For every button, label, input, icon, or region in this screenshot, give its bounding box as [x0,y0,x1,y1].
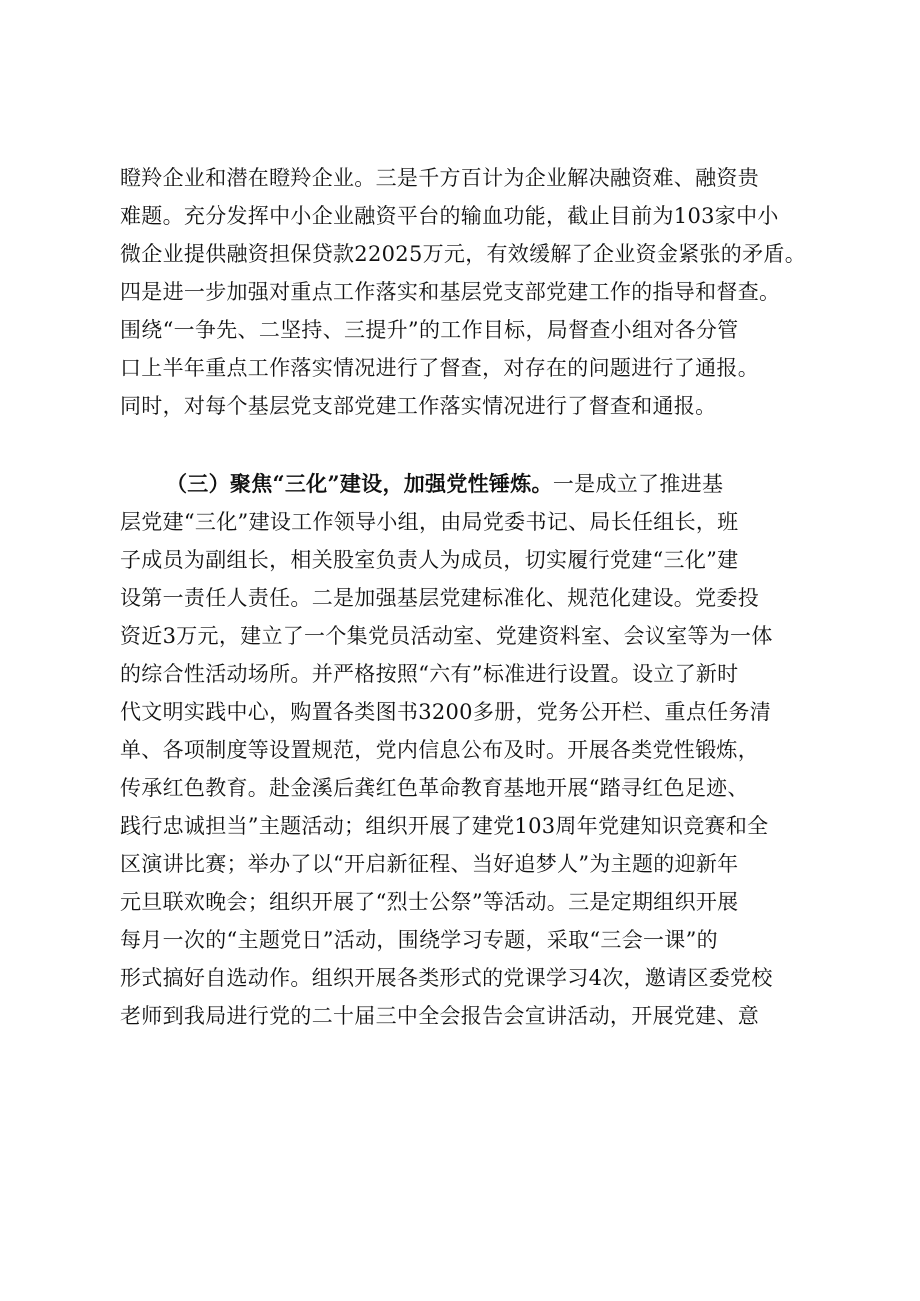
text-line: 难题。充分发挥中小企业融资平台的输血功能，截止目前为103家中小 [120,204,779,228]
paragraph-three-modernization-construction [120,465,810,1035]
text-line: 代文明实践中心，购置各类图书3200多册，党务公开栏、重点任务清 [120,700,772,724]
text-line: 践行忠诚担当”主题活动；组织开展了建党103周年党建知识竞赛和全 [120,814,769,838]
text-line: 资近3万元，建立了一个集党员活动室、党建资料室、会议室等为一体 [120,624,773,648]
text-line: 口上半年重点工作落实情况进行了督查，对存在的问题进行了通报。 [120,356,759,380]
paragraph-financing-and-supervision [120,159,810,425]
text-line: 元旦联欢晚会；组织开展了“烈士公祭”等活动。三是定期组织开展 [120,890,739,914]
text-line: 单、各项制度等设置规范，党内信息公布及时。开展各类党性锻炼， [120,738,759,762]
text-line: 老师到我局进行党的二十届三中全会报告会宣讲活动，开展党建、意 [120,1004,759,1028]
text-line: 区演讲比赛；举办了以“开启新征程、当好追梦人”为主题的迎新年 [120,852,739,876]
text-line: 四是进一步加强对重点工作落实和基层党支部党建工作的指导和督查。 [120,280,781,304]
text-line: 围绕“一争先、二坚持、三提升”的工作目标，局督查小组对各分管 [120,318,739,342]
text-line: 的综合性活动场所。并严格按照“六有”标准进行设置。设立了新时 [120,662,739,686]
section-heading-line [120,465,810,503]
section-heading: （三）聚焦“三化”建设，加强党性锤炼。 [166,471,553,496]
text-line: 子成员为副组长，相关股室负责人为成员，切实履行党建“三化”建 [120,548,739,572]
text-line: 传承红色教育。赴金溪后龚红色革命教育基地开展“踏寻红色足迹、 [120,776,749,800]
text-line: 层党建“三化”建设工作领导小组，由局党委书记、局长任组长，班 [120,510,739,534]
text-line: 同时，对每个基层党支部党建工作落实情况进行了督查和通报。 [120,394,717,418]
text-line: 设第一责任人责任。二是加强基层党建标准化、规范化建设。党委投 [120,586,759,610]
text-line: 每月一次的“主题党日”活动，围绕学习专题，采取“三会一课”的 [120,928,718,952]
text-line: 瞪羚企业和潜在瞪羚企业。三是千方百计为企业解决融资难、融资贵 [120,166,759,190]
text-line: 微企业提供融资担保贷款22025万元，有效缓解了企业资金紧张的矛盾。 [120,242,807,266]
text-line: 形式搞好自选动作。组织开展各类形式的党课学习4次，邀请区委党校 [120,966,773,990]
heading-line-continuation: 一是成立了推进基 [552,472,724,496]
